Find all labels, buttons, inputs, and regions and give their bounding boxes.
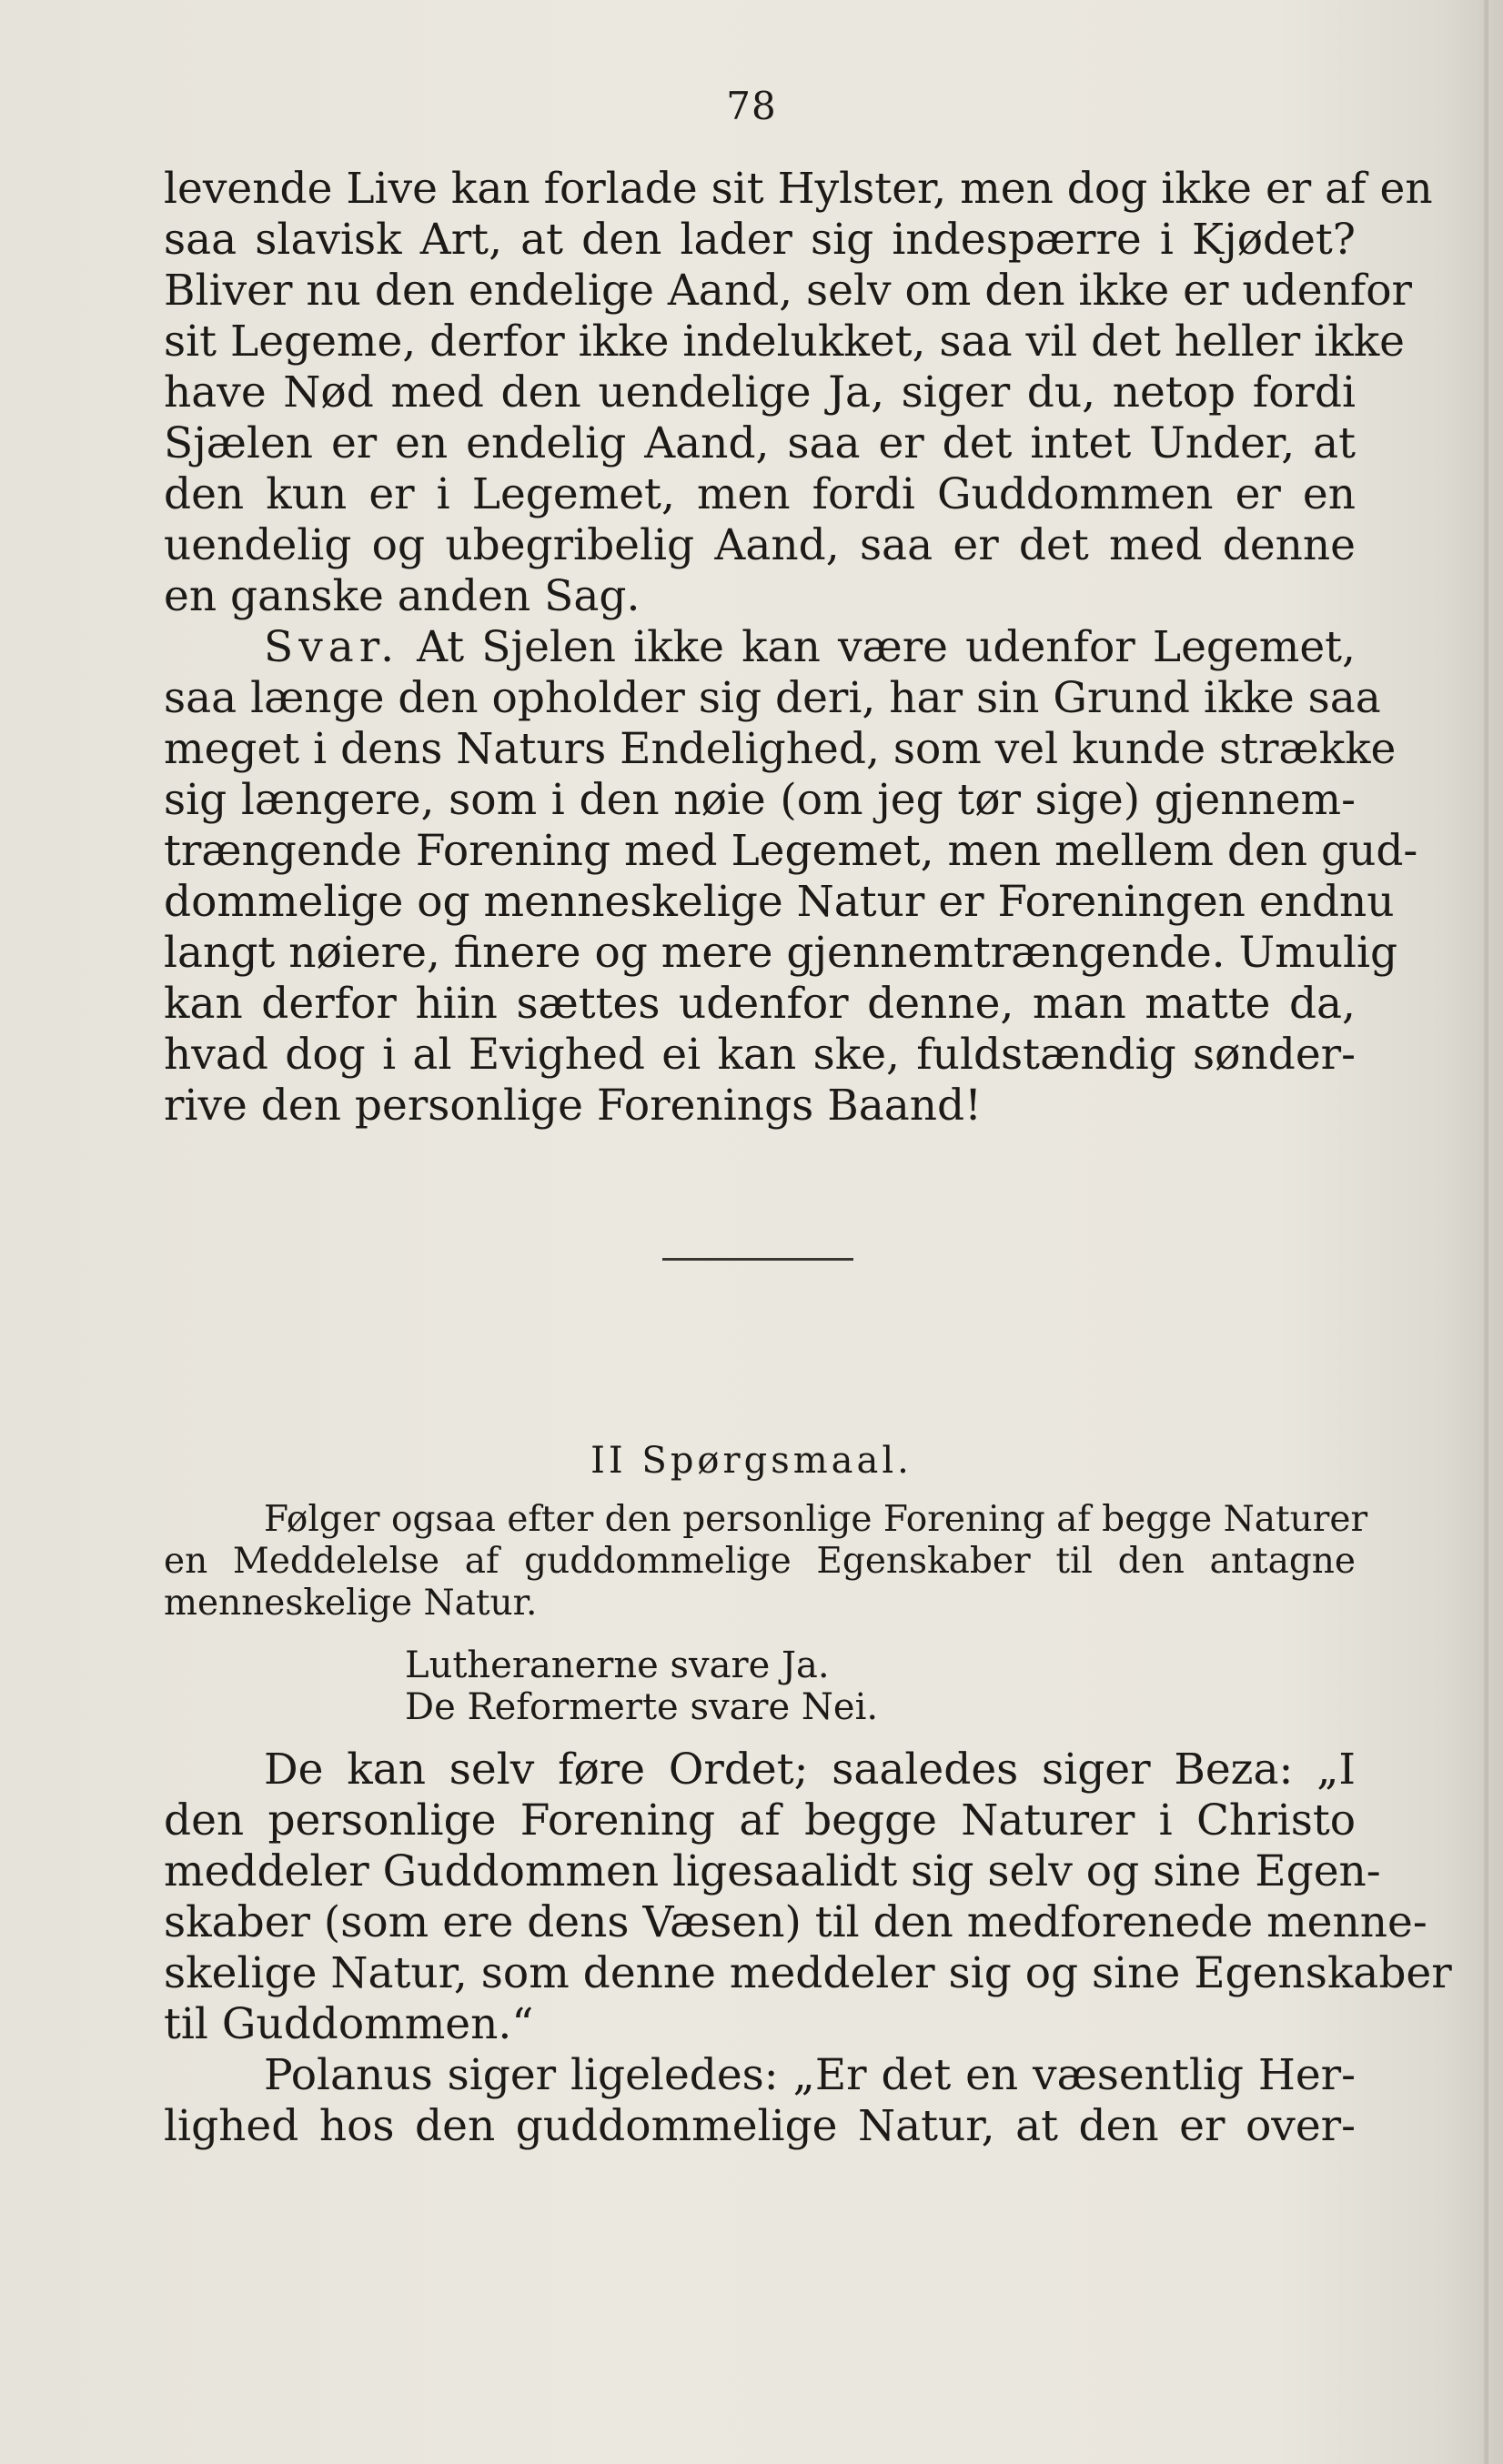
text-line: sig længere, som i den nøie (om jeg tør sige) gjennem- [164,775,1356,825]
text-line: saa slavisk Art, at den lader sig indespærre i Kjødet? [164,215,1356,265]
text-line: kan derfor hiin sættes udenfor denne, man matte da, [164,979,1356,1029]
confession-answers [405,1644,1224,1728]
text-line: trængende Forening med Legemet, men mellem den gud- [164,826,1418,876]
text-line: en ganske anden Sag. [164,571,641,621]
page-edge [1483,0,1490,2464]
text-line: den kun er i Legemet, men fordi Guddommen er en [164,469,1356,519]
text-line: meget i dens Naturs Endelighed, som vel kunde strække [164,724,1397,774]
text-line: Følger ogsaa efter den personlige Forening af begge Naturer [264,1499,1368,1540]
paragraph-answer [164,622,1418,1131]
question [164,1499,1368,1624]
text-line: rive den personlige Forenings Baand! [164,1081,983,1131]
text-line: lighed hos den guddommelige Natur, at den er over- [164,2101,1356,2151]
text-line: til Guddommen.“ [164,1999,534,2049]
answer-first-line [164,622,1356,673]
answer-first-text: At Sjelen ikke kan være udenfor Legemet, [417,622,1356,672]
page-number: 78 [726,84,777,128]
text-line: uendelig og ubegribelig Aand, saa er det med denne [164,520,1356,570]
text-line: en Meddelelse af guddommelige Egenskaber til den antagne [164,1541,1356,1582]
text-line: saa længe den opholder sig deri, har sin Grund ikke saa [164,673,1381,723]
text-line: De Reformerte svare Nei. [405,1686,879,1728]
text-line: sit Legeme, derfor ikke indelukket, saa vil det heller ikke [164,317,1405,367]
text-line: have Nød med den uendelige Ja, siger du, netop fordi [164,367,1356,417]
text-line: hvad dog i al Evighed ei kan ske, fuldstændig sønder- [164,1030,1356,1080]
paragraph-polanus [164,2050,1356,2152]
text-line: levende Live kan forlade sit Hylster, men dog ikke er af en [164,164,1433,214]
paragraph-opening [164,164,1433,622]
text-line: skelige Natur, som denne meddeler sig og sine Egenskaber [164,1948,1452,1998]
text-line: den personlige Forening af begge Naturer i Christo [164,1795,1356,1845]
text-line: skaber (som ere dens Væsen) til den medforenede menne- [164,1897,1427,1947]
text-line: Sjælen er en endelig Aand, saa er det intet Under, at [164,418,1356,468]
text-line: meddeler Guddommen ligesaalidt sig selv og sine Egen- [164,1846,1381,1896]
text-line: De kan selv føre Ordet; saaledes siger Beza: „I [264,1745,1356,1795]
paragraph-beza [164,1745,1452,2050]
text-line: menneskelige Natur. [164,1583,538,1624]
text-line: langt nøiere, finere og mere gjennemtrængende. Umulig [164,928,1398,978]
section-heading: II Spørgsmaal. [590,1440,913,1482]
section-divider [662,1258,853,1261]
text-line: dommelige og menneskelige Natur er Foreningen endnu [164,877,1395,927]
text-line: Bliver nu den endelige Aand, selv om den ikke er udenfor [164,266,1412,316]
text-line: Polanus siger ligeledes: „Er det en væsentlig Her- [264,2050,1356,2100]
text-line: Lutheranerne svare Ja. [405,1644,830,1686]
answer-label: Svar. [264,622,400,672]
